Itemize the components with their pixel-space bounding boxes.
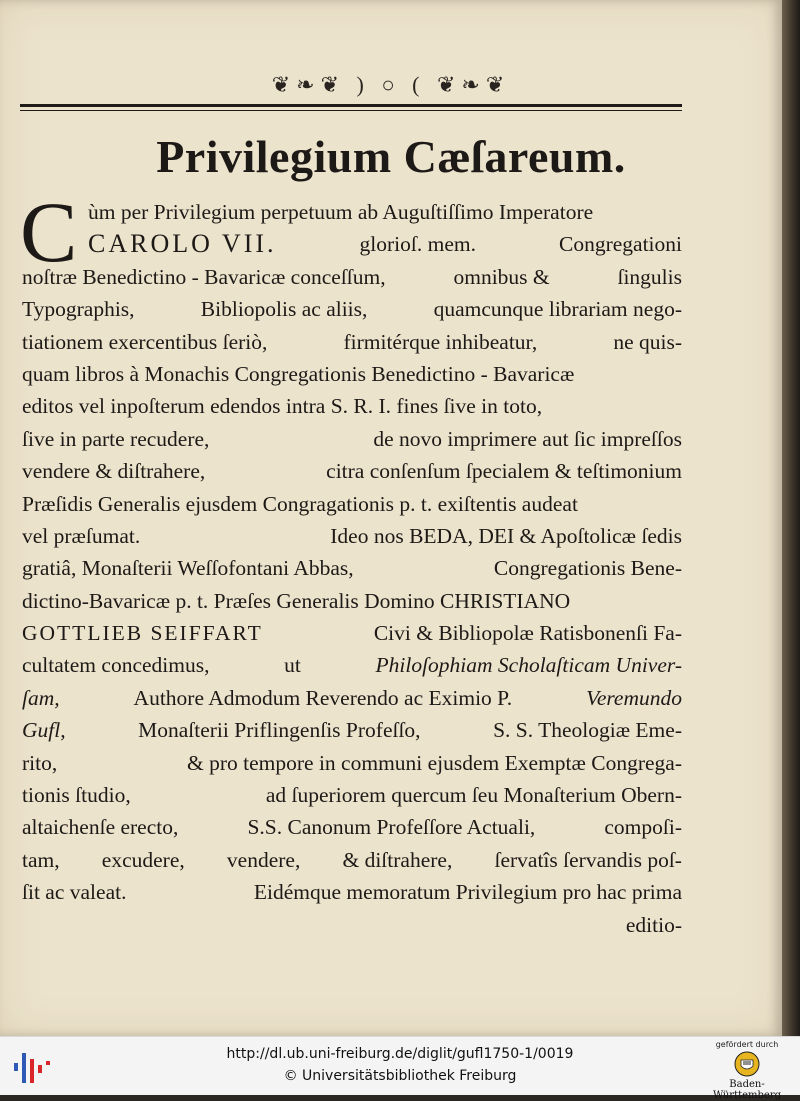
text-line: tionis ſtudio, ad ſuperiorem quercum ſeu Monaſterium Obern-	[22, 783, 682, 808]
text-line: quam libros à Monachis Congregationis Benedictino - Bavaricæ	[22, 361, 575, 386]
text-line: Præſidis Generalis ejusdem Congragationis p. t. exiſtentis audeat	[22, 491, 578, 516]
text-line: vel præſumat. Ideo nos BEDA, DEI & Apoſtolicæ ſedis	[22, 523, 682, 548]
text-line: rito, & pro tempore in communi ejusdem Exemptæ Congrega-	[22, 750, 682, 775]
text-line: ùm per Privilegium perpetuum ab Auguſtiſſimo Imperatore	[88, 200, 594, 224]
text-line: cultatem concedimus, ut Philoſophiam Scholaſticam Univer-	[22, 653, 682, 678]
privilege-text	[20, 184, 682, 941]
viewer-footer	[0, 1036, 800, 1101]
funder-name: Baden-Württemberg	[712, 1079, 782, 1101]
funder-badge[interactable]	[708, 1040, 786, 1101]
header-rule	[20, 104, 682, 107]
page-title: Privilegium Cæſareum.	[156, 131, 626, 182]
text-line: Typographis, Bibliopolis ac aliis, quamcunque librariam nego-	[22, 297, 682, 322]
text-line: ſive in parte recudere, de novo imprimere aut ſic impreſſos	[22, 426, 682, 451]
header-rule-thin	[20, 110, 682, 111]
drop-cap: C	[20, 184, 78, 280]
text-line: GOTTLIEB SEIFFART Civi & Bibliopolæ Ratisbonenſi Fa-	[22, 621, 682, 646]
text-line: Gufl, Monaſterii Priflingenſis Profeſſo, S. S. Theologiæ Eme-	[22, 718, 682, 743]
catchword: editio-	[625, 912, 682, 937]
text-line: CAROLO VII. glorioſ. mem. Congregationi	[88, 229, 682, 259]
text-line: dictino-Bavaricæ p. t. Præſes Generalis Domino CHRISTIANO	[22, 588, 571, 613]
state-seal-icon	[734, 1051, 760, 1077]
text-line: editos vel inpoſterum edendos intra S. R. I. fines ſive in toto,	[22, 394, 543, 419]
copyright-notice: © Universitätsbibliothek Freiburg	[283, 1068, 517, 1084]
funder-label: gefördert durch	[715, 1040, 779, 1049]
text-line: vendere & diſtrahere, citra conſenſum ſpecialem & teſtimonium	[22, 459, 682, 484]
text-line: tam, excudere, vendere, & diſtrahere, ſervatîs ſervandis poſ-	[22, 847, 682, 872]
text-line: gratiâ, Monaſterii Weſſofontani Abbas, Congregationis Bene-	[22, 556, 682, 581]
text-line: altaichenſe erecto, S.S. Canonum Profeſſore Actuali, compoſi-	[22, 815, 682, 840]
text-line: tiationem exercentibus ſeriò, firmitérque inhibeatur, ne quis-	[22, 329, 682, 354]
text-line: noſtræ Benedictino - Bavaricæ conceſſum, omnibus & ſingulis	[22, 264, 682, 289]
header-ornament: ❦❧❦ ) ○ ( ❦❧❦	[271, 72, 511, 97]
text-line: ſam, Authore Admodum Reverendo ac Eximio P. Veremundo	[22, 685, 682, 710]
book-edge	[782, 0, 800, 1036]
text-line: ſit ac valeat. Eidémque memoratum Privilegium pro hac prima	[22, 880, 682, 905]
permalink-url[interactable]: http://dl.ub.uni-freiburg.de/diglit/gufl1750-1/0019	[226, 1046, 574, 1062]
